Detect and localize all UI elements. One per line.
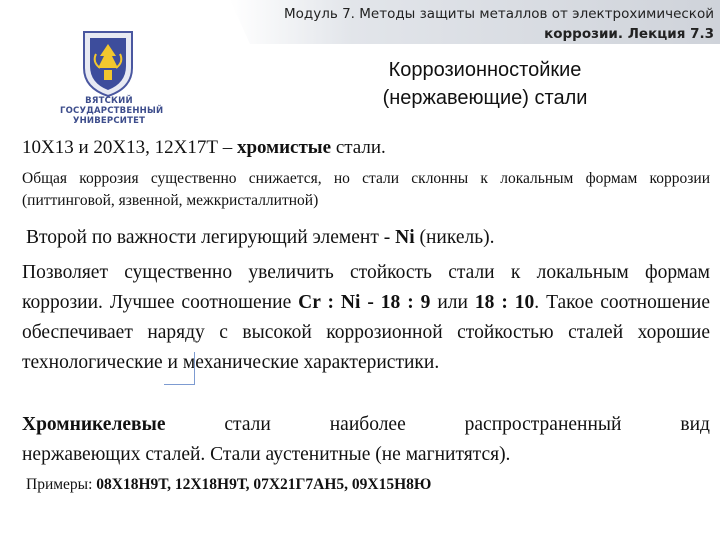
ratio-value-a: Cr : Ni - 18 : 9	[298, 292, 431, 313]
nickel-name: (никель).	[414, 227, 495, 248]
chromium-steels-paragraph	[22, 136, 710, 160]
university-name-line3: УНИВЕРСИТЕТ	[72, 116, 146, 126]
steels-word: стали.	[331, 137, 386, 158]
slide-title-line2: (нержавеющие) стали	[382, 87, 588, 109]
word-steels: стали	[224, 414, 271, 435]
university-name	[60, 96, 164, 126]
ratio-paragraph	[22, 258, 710, 378]
module-header	[244, 4, 714, 44]
nickel-symbol: Ni	[395, 227, 415, 248]
general-corrosion-paragraph: Общая коррозия существенно снижается, но стали склонны к локальным формам коррозии (питтинговой, язвенной, межкристаллитной)	[22, 170, 710, 209]
ratio-text-a: Позволяет существенно увеличить стойкость стали к локальным формам коррозии. Лучшее соотношение	[22, 262, 710, 313]
steel-grades: 10Х13 и 20Х13, 12Х17Т –	[22, 137, 237, 158]
word-most: наиболее	[329, 414, 406, 435]
slide-title-line1: Коррозионностойкие	[388, 59, 582, 81]
ratio-value-b: 18 : 10	[474, 292, 535, 313]
nickel-paragraph	[26, 224, 714, 252]
ratio-text-c: . Такое соотношение обеспечивает наряду с высокой коррозионной стойкостью сталей хорошие технологические и механические характеристики.	[22, 292, 711, 373]
ratio-text-b: или	[430, 292, 468, 313]
examples-line	[26, 474, 714, 496]
chromium-nickel-line1	[22, 410, 710, 440]
nickel-intro: Второй по важности легирующий элемент -	[26, 227, 396, 248]
word-widespread: распространенный	[464, 414, 622, 435]
chromium-nickel-paragraph	[22, 410, 710, 470]
chromium-nickel-term: Хромникелевые	[22, 414, 166, 435]
university-name-line2: ГОСУДАРСТВЕННЫЙ	[60, 106, 164, 116]
university-name-line1: ВЯТСКИЙ	[85, 96, 133, 106]
chromium-term: хромистые	[236, 137, 332, 158]
examples-label: Примеры:	[26, 476, 97, 493]
header-band	[230, 0, 720, 44]
university-crest-icon	[78, 28, 138, 98]
slide-title	[300, 56, 670, 112]
text-cursor-frame	[164, 352, 195, 385]
examples-grades: 08Х18Н9Т, 12Х18Н9Т, 07Х21Г7АН5, 09Х15Н8Ю	[96, 476, 432, 493]
chromium-nickel-line2: нержавеющих сталей. Стали аустенитные (не магнитятся).	[22, 444, 511, 465]
word-type: вид	[680, 414, 710, 435]
module-header-line1: Модуль 7. Методы защиты металлов от электрохимической	[283, 6, 714, 22]
module-header-line2: коррозии. Лекция 7.3	[544, 26, 714, 42]
